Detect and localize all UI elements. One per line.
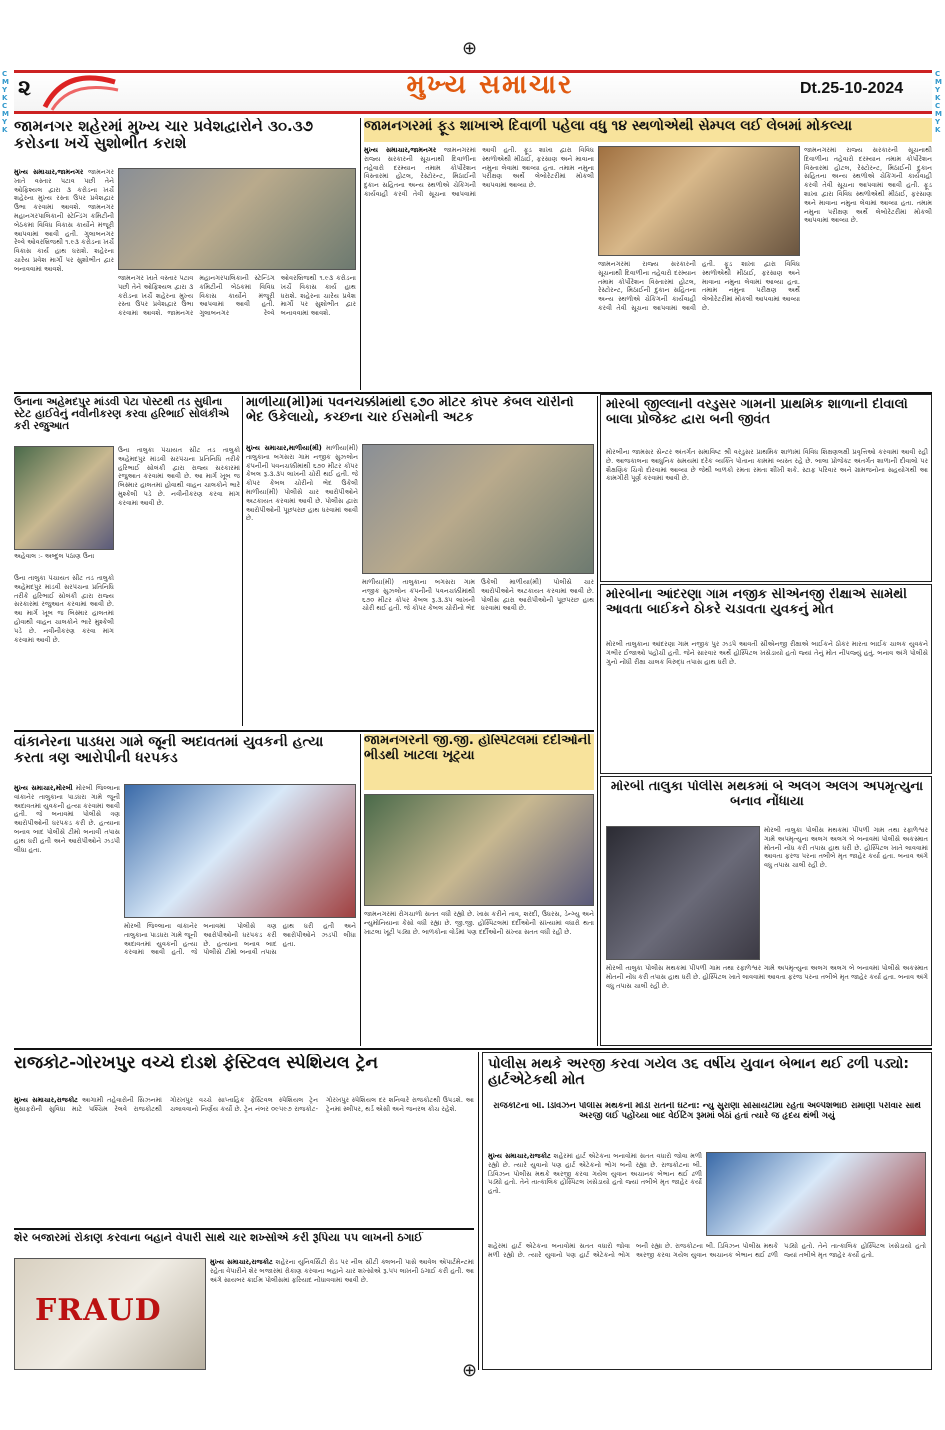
food-sample-photo (598, 146, 800, 256)
article-a7-body-cont: મોરબી તાલુકા પોલીસ મથકમાં પીપળી ગામ તથા રફાળેશ્વર ગામે અપમૃત્યુના અલગ અલગ બે બનાવમાં પોલીસે અકસ્માત મોતની નોંધ કરી તપાસ હાથ ધરી છે. હોસ્પિટલ ખાતે લાવવામાં આવતા ફરજ પરના તબીબે મૃત જાહેર કર્યા હતા. બનાવ અંગે વધુ તપાસ ચાલી રહી છે. (606, 964, 928, 990)
headline-a11: પોલીસ મથકે અરજી કરવા ગયેલ ૩૬ વર્ષીય યુવાન બેભાન થઈ ઢળી પડ્યો: હાર્ટએટેકથી મોત (488, 1056, 909, 1089)
article-a10-text: આગામી તહેવારોની સિઝનમાં મુસાફરોની સુવિધા માટે પશ્ચિમ રેલવે રાજકોટથી ગોરખપુર વચ્ચે સાપ્તાહિક ફેસ્ટિવલ સ્પેશિયલ ટ્રેન ચલાવવાનો નિર્ણય કર્યો છે. ટ્રેન નંબર ૦૯૫૯૭ રાજકોટ-ગોરખપુર સ્પેશિયલ દર શનિવારે રાજકોટથી ઉપડશે. આ ટ્રેનમાં સ્લીપર, થર્ડ એસી અને જનરલ કોચ રહેશે. (14, 1096, 474, 1113)
article-a4-text: માળીયા(મી) તાલુકાના બગસરા ગામ નજીક સુઝલોન કંપનીની પવનચક્કીમાંથી ૬૭૦ મીટર કોપર કેબલ રૂ.૩.૩૫ લાખની ચોરી થઈ હતી. જે કોપર કેબલ ચોરીનો ભેદ ઉકેલી માળીયા(મી) પોલીસે ચાર આરોપીઓને અટકાયત કરવામાં આવી છે. પોલીસ દ્વારા આરોપીઓની પૂછપરછ હાથ ધરવામાં આવી છે. (246, 444, 358, 523)
article-a2-body-side: જામનગરમાં રાજ્ય સરકારની સૂચનાથી દિવાળીના તહેવારો દરમ્યાન તમામ કોર્પોરેશન વિસ્તારમાં હોટલ, રેસ્ટોરન્ટ, મિઠાઈની દુકાન સહિતના અન્ય સ્થળોએ ચેકિંગની કાર્યવાહી કરવી તેવી સૂચના આપવામાં આવી હતી. ફૂડ શાખા દ્વારા વિવિધ સ્થળોએથી મીઠાઈ, ફરસાણ અને માવાના નમુના લેવામાં આવ્યા હતા. તમામ નમુના પરીક્ષણ અર્થે લેબોરેટરીમાં મોકલી આપવામાં આવ્યા છે. (804, 146, 932, 225)
article-a12-dateline: મુખ્ય સમાચાર,રાજકોટ (210, 1258, 273, 1266)
article-a1-dateline: મુખ્ય સમાચાર,જામનગર (14, 168, 84, 176)
divider (360, 734, 361, 1046)
article-a3-body: ઉના તાલુકા પંચાયત સીટ તડ તાલુકો અહેમદપુર માંડવી સરપંચના પ્રતિનિધિ તરીકે હરિભાઈ સોલંકી દ્વારા રાજ્ય સરકારમાં રજુઆત કરવામાં આવી છે. આ માર્ગ ખૂબ જ બિસ્માર હાલતમાં હોવાથી વાહન ચાલકોને ભારે મુશ્કેલી પડે છે. નવીનીકરણ કરવા માંગ કરવામાં આવી છે. (118, 446, 240, 507)
article-a11-text: શહેરમાં હાર્ટ એટેકના બનાવોમાં સતત વધારો જોવા મળી રહ્યો છે. ત્યારે યુવાનો પણ હાર્ટ એટેકનો ભોગ બની રહ્યા છે. રાજકોટના બી. ડિવિઝન પોલીસ મથકે અરજી કરવા ગયેલ યુવાન અચાનક બેભાન થઈ ઢળી પડ્યો હતો. તેને તાત્કાલિક હોસ્પિટલ ખસેડાયો હતો જ્યાં તબીબે મૃત જાહેર કર્યો હતો. (488, 1152, 702, 1196)
crop-mark-bottom: ⊕ (462, 1360, 478, 1381)
article-a2-body-cont: જામનગરમાં રાજ્ય સરકારની સૂચનાથી દિવાળીના તહેવારો દરમ્યાન તમામ કોર્પોરેશન વિસ્તારમાં હોટલ, રેસ્ટોરન્ટ, મિઠાઈની દુકાન સહિતના અન્ય સ્થળોએ ચેકિંગની કાર્યવાહી કરવી તેવી સૂચના આપવામાં આવી હતી. ફૂડ શાખા દ્વારા વિવિધ સ્થળોએથી મીઠાઈ, ફરસાણ અને માવાના નમુના લેવામાં આવ્યા હતા. તમામ નમુના પરીક્ષણ અર્થે લેબોરેટરીમાં મોકલી આપવામાં આવ્યા છે. (598, 260, 800, 312)
divider (14, 1228, 474, 1230)
article-a8-text: મોરબી જિલ્લાના વાંકાનેર તાલુકાના પાડધરા ગામે જૂની અદાવતમાં યુવકની હત્યા કરવામાં આવી હતી. જે બનાવમાં પોલીસે ત્રણ આરોપીઓની ધરપકડ કરી છે. હત્યાના બનાવ બાદ પોલીસે ટીમો બનાવી તપાસ હાથ ધરી હતી અને આરોપીઓને ઝડપી લીધા હતા. (14, 784, 120, 854)
divider (14, 730, 594, 732)
subhead-a11: રાજકોટના બી. ડિવિઝન પોલીસ મથકની મોડી રાતની ઘટના: ન્યુ સુરાણા સોસાયટીમાં રહેતાં અલ્પેશભાઈ રામાણી પરીવાર સાથે અરજી લઈ પહોંચ્યા બાદ વેઈટિંગ રૂમમાં બેઠાં હતાં ત્યારે જ હૃદય થંભી ગયું (493, 1102, 921, 1121)
article-a11-body (488, 1152, 702, 1238)
divider (478, 1052, 479, 1370)
swirl-logo-icon (40, 72, 120, 112)
divider (14, 1048, 932, 1050)
headline-a12: શેર બજારમાં રોકાણ કરવાના બહાને વેપારી સાથે ચાર શખ્સોએ કરી રૂપિયા ૫૫ લાખની ઠગાઈ (14, 1232, 423, 1244)
article-a4-dateline: મુખ્ય સમાચાર,માળીયા(મી) (246, 444, 322, 452)
headline-a5: મોરબી જીલ્લાની વરડુસર ગામની પ્રાથમિક શાળાની દીવાલો બાલા પ્રોજેક્ટ દ્વારા બની જીવંત (606, 398, 908, 427)
headline-a3: ઉનાના અહેમદપુર માંડવી પેટા પોસ્ટથી તડ સુધીના સ્ટેટ હાઈવેનું નવીનીકરણ કરવા હરિભાઈ સોલંકીએ કરી રજુઆત (14, 396, 230, 433)
page-number: ૨ (18, 76, 31, 101)
article-a12-body (210, 1258, 474, 1370)
divider (242, 396, 243, 726)
article-a2-dateline: મુખ્ય સમાચાર,જામનગર (364, 146, 437, 154)
fraud-image-text: FRAUD (35, 1293, 162, 1328)
crop-mark-top: ⊕ (462, 38, 478, 59)
article-a5-body: મોરબીના જામસર સેન્ટર અંતર્ગત સમાવિષ્ટ શ્રી વરડુસર પ્રાથમિક શાળામાં વિવિધ શિક્ષણલક્ષી પ્રવૃત્તિઓ કરવામાં આવી રહી છે. આજકાલના આધુનિક સમયમાં દરેક વ્યક્તિ પોતાના કામમાં વ્યસ્ત રહે છે. બાલા પ્રોજેક્ટ અંતર્ગત શાળાની દીવાલો પર શૈક્ષણિક ચિત્રો દોરવામાં આવ્યા છે જેથી બાળકો રમતા રમતા શીખી શકે. સ્ટાફ પરિવાર અને ગ્રામજનોના સહયોગથી આ કામગીરી પૂર્ણ કરવામાં આવી છે. (606, 448, 928, 483)
body-under-sheet-photo (606, 826, 760, 960)
cmyk-strip-right: CMYKCMYK (935, 70, 942, 134)
headline-a6: મોરબીના આંદરણા ગામ નજીક સીએનજી રીક્ષાએ સામેથી આવતા બાઈકને ઠોકરે ચડાવતા યુવકનું મોત (606, 588, 907, 617)
article-a1-body (14, 168, 114, 390)
headline-a2: જામનગરમાં ફૂડ શાખાએ દિવાળી પહેલા વધુ ૧૪ સ્થળોએથી સેમ્પલ લઈ લેબમાં મોકલ્યા (364, 118, 932, 142)
article-a11-dateline: મુખ્ય સમાચાર,રાજકોટ (488, 1152, 551, 1160)
headline-a10: રાજકોટ-ગોરખપુર વચ્ચે દોડશે ફેસ્ટિવલ સ્પેશિયલ ટ્રેન (14, 1054, 379, 1073)
accused-group-photo (362, 444, 594, 574)
article-a10-dateline: મુખ્ય સમાચાર,રાજકોટ (14, 1096, 78, 1104)
article-a10-body (14, 1096, 474, 1226)
fraud-image (14, 1258, 206, 1370)
headline-a4: માળીયા(મી)માં પવનચક્કીમાંથી ૬૭૦ મીટર કોપર કેબલ ચોરીનો ભેદ ઉકેલાયો, કચ્છના ચાર ઈસમોની અટક (246, 396, 574, 425)
article-a3-body-cont: ઉના તાલુકા પંચાયત સીટ તડ તાલુકો અહેમદપુર માંડવી સરપંચના પ્રતિનિધિ તરીકે હરિભાઈ સોલંકી દ્વારા રાજ્ય સરકારમાં રજુઆત કરવામાં આવી છે. આ માર્ગ ખૂબ જ બિસ્માર હાલતમાં હોવાથી વાહન ચાલકોને ભારે મુશ્કેલી પડે છે. નવીનીકરણ કરવા માંગ કરવામાં આવી છે. (14, 574, 114, 644)
article-a6-body: મોરબી તાલુકાના આંદરણા ગામ નજીક પુર ઝડપે આવતી સીએનજી રીક્ષાએ બાઈકને ઠોકર મારતા બાઈક ચાલક યુવકને ગંભીર ઈજાઓ પહોંચી હતી. જેને સારવાર અર્થે હોસ્પિટલ ખસેડાયો હતો જ્યાં તેનું મોત નીપજ્યું હતું. બનાવ અંગે પોલીસે ગુનો નોંધી રીક્ષા ચાલક વિરુદ્ધ તપાસ હાથ ધરી છે. (606, 640, 928, 666)
heart-attack-photo (706, 1152, 926, 1236)
article-a9-body: જામનગરમાં રોગચાળો સતત વધી રહ્યો છે. ખાસ કરીને તાવ, શરદી, ઉધરસ, ડેન્ગ્યુ અને ન્યુમોનિયાના કેસો વધી રહ્યા છે. જી.જી. હોસ્પિટલમાં દર્દીઓની સંખ્યામાં વધારો થતા ખાટલા ખૂટી પડ્યા છે. બાળકોના વોર્ડમાં પણ દર્દીઓની સંખ્યા સતત વધી રહી છે. (364, 910, 594, 936)
article-a8-body-cont: મોરબી જિલ્લાના વાંકાનેર તાલુકાના પાડધરા ગામે જૂની અદાવતમાં યુવકની હત્યા કરવામાં આવી હતી. જે બનાવમાં પોલીસે ત્રણ આરોપીઓની ધરપકડ કરી છે. હત્યાના બનાવ બાદ પોલીસે ટીમો બનાવી તપાસ હાથ ધરી હતી અને આરોપીઓને ઝડપી લીધા હતા. (124, 922, 356, 957)
portrait-photo (14, 446, 114, 550)
cmyk-strip-left: CMYKCMYK (2, 70, 9, 134)
article-a2-text: જામનગરમાં રાજ્ય સરકારની સૂચનાથી દિવાળીના તહેવારો દરમ્યાન તમામ કોર્પોરેશન વિસ્તારમાં હોટલ, રેસ્ટોરન્ટ, મિઠાઈની દુકાન સહિતના અન્ય સ્થળોએ ચેકિંગની કાર્યવાહી કરવી તેવી સૂચના આપવામાં આવી હતી. ફૂડ શાખા દ્વારા વિવિધ સ્થળોએથી મીઠાઈ, ફરસાણ અને માવાના નમુના લેવામાં આવ્યા હતા. તમામ નમુના પરીક્ષણ અર્થે લેબોરેટરીમાં મોકલી આપવામાં આવ્યા છે. (364, 146, 594, 198)
divider (360, 118, 361, 390)
article-a1-text: જામનગર ખાતે વસ્તાર પટાવ પછી તેને ઓફિશ્યલ દ્વારા ૩ કરોડના ખર્ચે શહેરના મુખ્ય રસ્તા ઉપર પ્રવેશદ્વાર ઉભા કરવામાં આવશે. જામનગર મહાનગરપાલિકાની સ્ટેન્ડિંગ કમિટીની બેઠકમાં વિવિધ વિકાસ કાર્યોને મંજૂરી આપવામાં આવી હતી. ગુલાબનગર રેલ્વે ઓવરબ્રિજથી ૧.૯૩ કરોડના ખર્ચે વિકાસ કાર્ય હાથ ધરાશે. શહેરના ચારેય પ્રવેશ માર્ગો પર સુશોભીત દ્વાર બનાવવામાં આવશે. (14, 168, 114, 273)
article-a7-body: મોરબી તાલુકા પોલીસ મથકમાં પીપળી ગામ તથા રફાળેશ્વર ગામે અપમૃત્યુના અલગ અલગ બે બનાવમાં પોલીસે અકસ્માત મોતની નોંધ કરી તપાસ હાથ ધરી છે. હોસ્પિટલ ખાતે લાવવામાં આવતા ફરજ પરના તબીબે મૃત જાહેર કર્યા હતા. બનાવ અંગે વધુ તપાસ ચાલી રહી છે. (764, 826, 928, 870)
headline-a8: વાંકાનેરના પાડધરા ગામે જૂની અદાવતમાં યુવકની હત્યા કરતા ત્રણ આરોપીની ધરપકડ (14, 734, 324, 767)
section-title: મુખ્ય સમાચાર (406, 70, 574, 100)
arrested-men-photo (124, 784, 356, 918)
divider (597, 396, 598, 1046)
headline-a9: જામનગરની જી.જી. હોસ્પિટલમાં દર્દીઓની ભીડથી ખાટલા ખૂટ્યા (364, 734, 594, 790)
article-a12-text: શહેરના યુનિવર્સિટી રોડ પર નીલ સીટી ક્લબની પાસે આવેલ એપાર્ટમેન્ટમાં રહેતા વેપારીને શેર બજારમાં રોકાણ કરવાના બહાને ચાર શખ્સોએ રૂ.૫૫ લાખની ઠગાઈ કરી હતી. આ અંગે સાયબર ક્રાઈમ પોલીસમાં ફરિયાદ નોંધાવવામાં આવી છે. (210, 1258, 474, 1284)
article-a8-body (14, 784, 120, 1046)
article-a1-body-cont: જામનગર ખાતે વસ્તાર પટાવ પછી તેને ઓફિશ્યલ દ્વારા ૩ કરોડના ખર્ચે શહેરના મુખ્ય રસ્તા ઉપર પ્રવેશદ્વાર ઉભા કરવામાં આવશે. જામનગર મહાનગરપાલિકાની સ્ટેન્ડિંગ કમિટીની બેઠકમાં વિવિધ વિકાસ કાર્યોને મંજૂરી આપવામાં આવી હતી. ગુલાબનગર રેલ્વે ઓવરબ્રિજથી ૧.૯૩ કરોડના ખર્ચે વિકાસ કાર્ય હાથ ધરાશે. શહેરના ચારેય પ્રવેશ માર્ગો પર સુશોભીત દ્વાર બનાવવામાં આવશે. (118, 274, 356, 318)
headline-a7: મોરબી તાલુકા પોલીસ મથકમાં બે અલગ અલગ અપમૃત્યુના બનાવ નોંધાયા (610, 780, 924, 809)
article-a8-dateline: મુખ્ય સમાચાર,મોરબી (14, 784, 73, 792)
article-a2-body (364, 146, 594, 390)
issue-date: Dt.25-10-2024 (800, 80, 904, 97)
article-a4-body-cont: માળીયા(મી) તાલુકાના બગસરા ગામ નજીક સુઝલોન કંપનીની પવનચક્કીમાંથી ૬૭૦ મીટર કોપર કેબલ રૂ.૩.૩૫ લાખની ચોરી થઈ હતી. જે કોપર કેબલ ચોરીનો ભેદ ઉકેલી માળીયા(મી) પોલીસે ચાર આરોપીઓને અટકાયત કરવામાં આવી છે. પોલીસ દ્વારા આરોપીઓની પૂછપરછ હાથ ધરવામાં આવી છે. (362, 578, 594, 613)
article-a11-body-cont: શહેરમાં હાર્ટ એટેકના બનાવોમાં સતત વધારો જોવા મળી રહ્યો છે. ત્યારે યુવાનો પણ હાર્ટ એટેકનો ભોગ બની રહ્યા છે. રાજકોટના બી. ડિવિઝન પોલીસ મથકે અરજી કરવા ગયેલ યુવાન અચાનક બેભાન થઈ ઢળી પડ્યો હતો. તેને તાત્કાલિક હોસ્પિટલ ખસેડાયો હતો જ્યાં તબીબે મૃત જાહેર કર્યો હતો. (488, 1242, 926, 1259)
hospital-crowd-photo (364, 794, 594, 906)
article-a4-body (246, 444, 358, 726)
headline-a1: જામનગર શહેરમાં મુખ્ય ચાર પ્રવેશદ્વારોને ૩૦.૩૭ કરોડના ખર્ચે સુશોભીત કરાશે (14, 118, 314, 153)
portrait-caption: અહેવાલ :- અબ્દુલ પઠાણ ઉના (14, 552, 95, 560)
meeting-photo (118, 168, 356, 270)
